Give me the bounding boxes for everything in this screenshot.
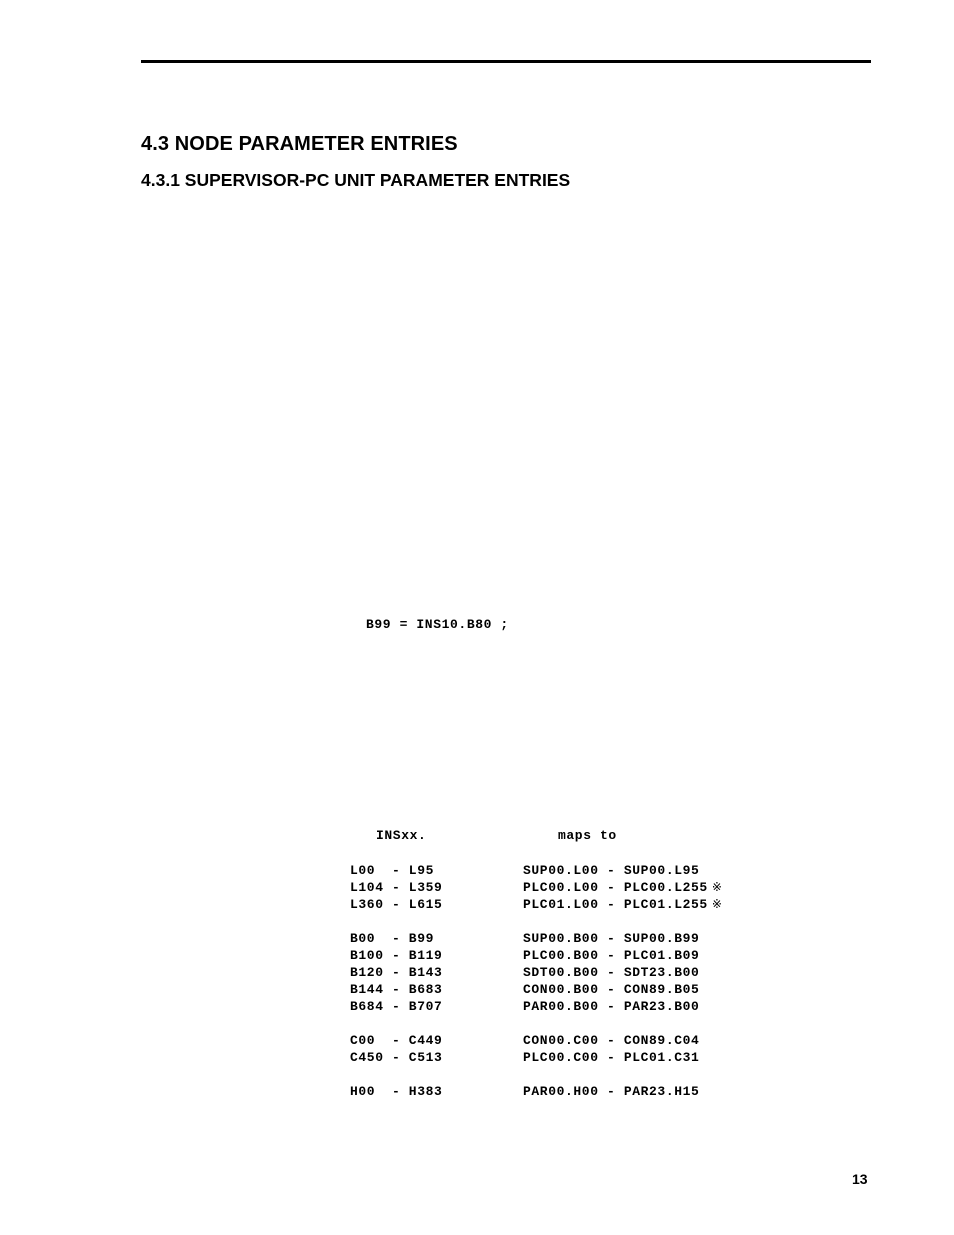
mapping-target-cell	[523, 998, 699, 1015]
mapping-source-range: B684 - B707	[350, 999, 443, 1014]
mapping-target-cell	[523, 1032, 699, 1049]
mapping-target-range: CON00.B00 - CON89.B05	[523, 982, 700, 997]
mapping-target-cell	[523, 930, 699, 947]
mapping-target-range: PLC00.L00 - PLC00.L255	[523, 880, 708, 895]
mapping-source-range: L360 - L615	[350, 897, 443, 912]
mapping-header-target: maps to	[558, 828, 617, 843]
mapping-source-range: C450 - C513	[350, 1050, 443, 1065]
reference-mark-icon: ※	[711, 880, 722, 894]
mapping-source-range: B120 - B143	[350, 965, 443, 980]
subsection-heading: 4.3.1 SUPERVISOR-PC UNIT PARAMETER ENTRIES	[141, 170, 571, 190]
mapping-target-range: PLC00.B00 - PLC01.B09	[523, 948, 700, 963]
mapping-target-range: PAR00.B00 - PAR23.B00	[523, 999, 700, 1014]
mapping-target-cell	[523, 896, 722, 913]
mapping-target-cell	[523, 1049, 699, 1066]
mapping-source-range: B144 - B683	[350, 982, 443, 997]
mapping-target-cell	[523, 947, 699, 964]
reference-mark-icon: ※	[711, 897, 722, 911]
mapping-source-range: H00 - H383	[350, 1084, 443, 1099]
mapping-source-range: L00 - L95	[350, 863, 435, 878]
mapping-target-range: CON00.C00 - CON89.C04	[523, 1033, 700, 1048]
page-number: 13	[852, 1171, 868, 1187]
mapping-target-range: SDT00.B00 - SDT23.B00	[523, 965, 700, 980]
mapping-target-range: SUP00.B00 - SUP00.B99	[523, 931, 700, 946]
mapping-target-cell	[523, 862, 699, 879]
mapping-target-range: PLC01.L00 - PLC01.L255	[523, 897, 708, 912]
mapping-source-range: B00 - B99	[350, 931, 435, 946]
mapping-target-range: SUP00.L00 - SUP00.L95	[523, 863, 700, 878]
mapping-target-cell	[523, 879, 722, 896]
mapping-target-cell	[523, 1083, 699, 1100]
mapping-header-source: INSxx.	[376, 828, 427, 843]
mapping-target-cell	[523, 964, 699, 981]
mapping-source-range: B100 - B119	[350, 948, 443, 963]
mapping-target-range: PAR00.H00 - PAR23.H15	[523, 1084, 700, 1099]
mapping-target-cell	[523, 981, 699, 998]
header-rule	[141, 60, 871, 63]
mapping-source-range: C00 - C449	[350, 1033, 443, 1048]
mapping-source-range: L104 - L359	[350, 880, 443, 895]
section-heading: 4.3 NODE PARAMETER ENTRIES	[141, 133, 458, 155]
code-example: B99 = INS10.B80 ;	[366, 617, 509, 632]
mapping-target-range: PLC00.C00 - PLC01.C31	[523, 1050, 700, 1065]
